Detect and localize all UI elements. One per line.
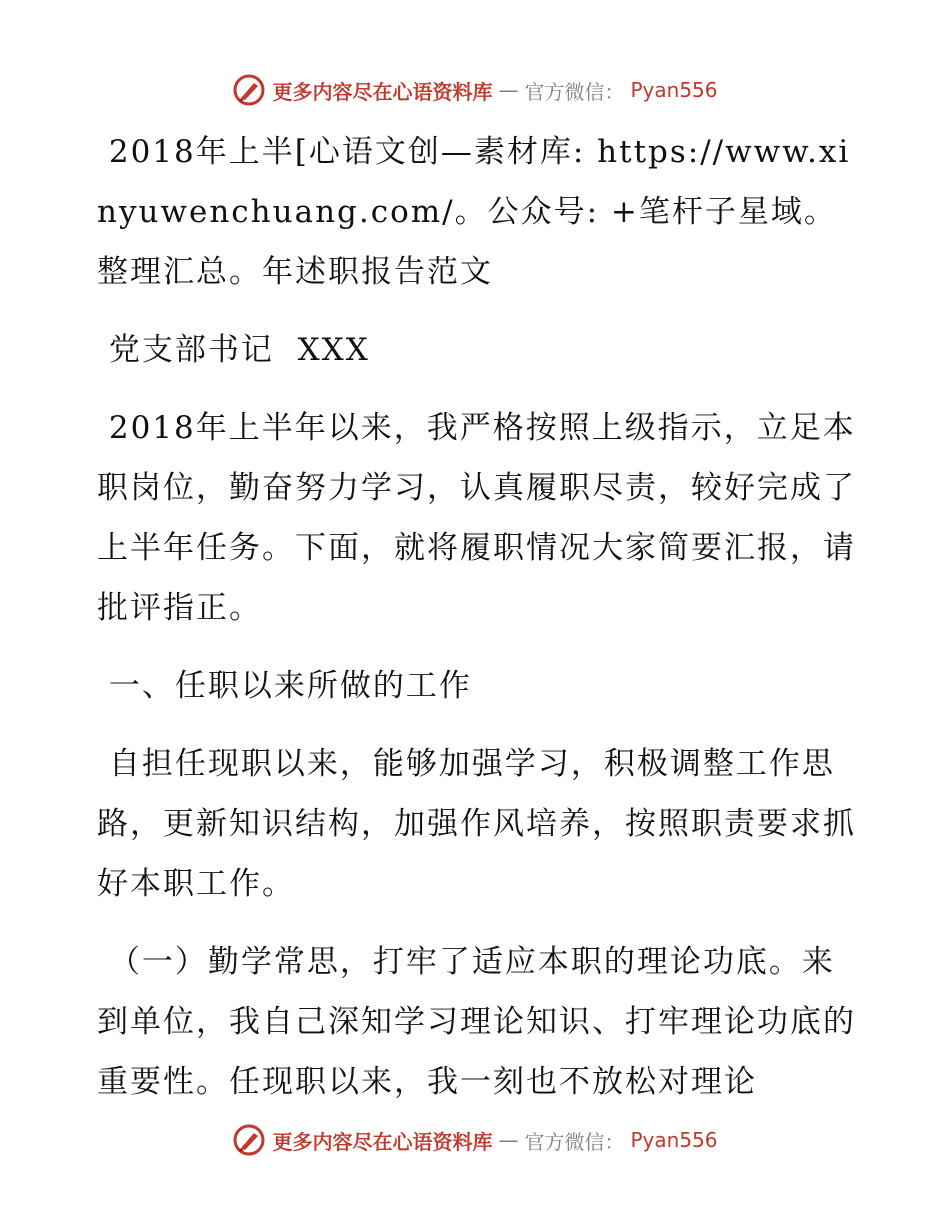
- watermark-wechat-label: 官方微信：: [524, 79, 625, 104]
- watermark-separator: —: [498, 1128, 519, 1152]
- watermark-separator: —: [498, 78, 519, 102]
- author-line: 党支部书记 XXX: [97, 332, 370, 368]
- document-body: [97, 122, 857, 1130]
- watermark-footer: [0, 1120, 950, 1160]
- watermark-wechat-id: Pyan556: [630, 78, 718, 102]
- watermark-header: [0, 70, 950, 110]
- watermark-brand: 更多内容尽在心语资料库: [272, 79, 493, 104]
- paragraph-subsection-1: （一）勤学常思，打牢了适应本职的理论功底。来到单位，我自己深知学习理论知识、打牢理论功底的重要性。任现职以来，我一刻也不放松对理论: [97, 944, 856, 1100]
- watermark-wechat-label: 官方微信：: [524, 1129, 625, 1154]
- brush-pen-icon: [232, 1123, 266, 1157]
- document-title: 2018年上半[心语文创—素材库: https://www.xinyuwenchuang.com/。公众号: +笔杆子星域。整理汇总。年述职报告范文: [97, 134, 851, 290]
- watermark-brand: 更多内容尽在心语资料库: [272, 1129, 493, 1154]
- section-heading: 一、任职以来所做的工作: [97, 668, 472, 704]
- watermark-wechat-id: Pyan556: [630, 1128, 718, 1152]
- paragraph-section-1: 自担任现职以来，能够加强学习，积极调整工作思路，更新知识结构，加强作风培养，按照职责要求抓好本职工作。: [97, 746, 856, 902]
- brush-pen-icon: [232, 73, 266, 107]
- paragraph-intro: 2018年上半年以来，我严格按照上级指示，立足本职岗位，勤奋努力学习，认真履职尽责，较好完成了上半年任务。下面，就将履职情况大家简要汇报，请批评指正。: [97, 410, 856, 626]
